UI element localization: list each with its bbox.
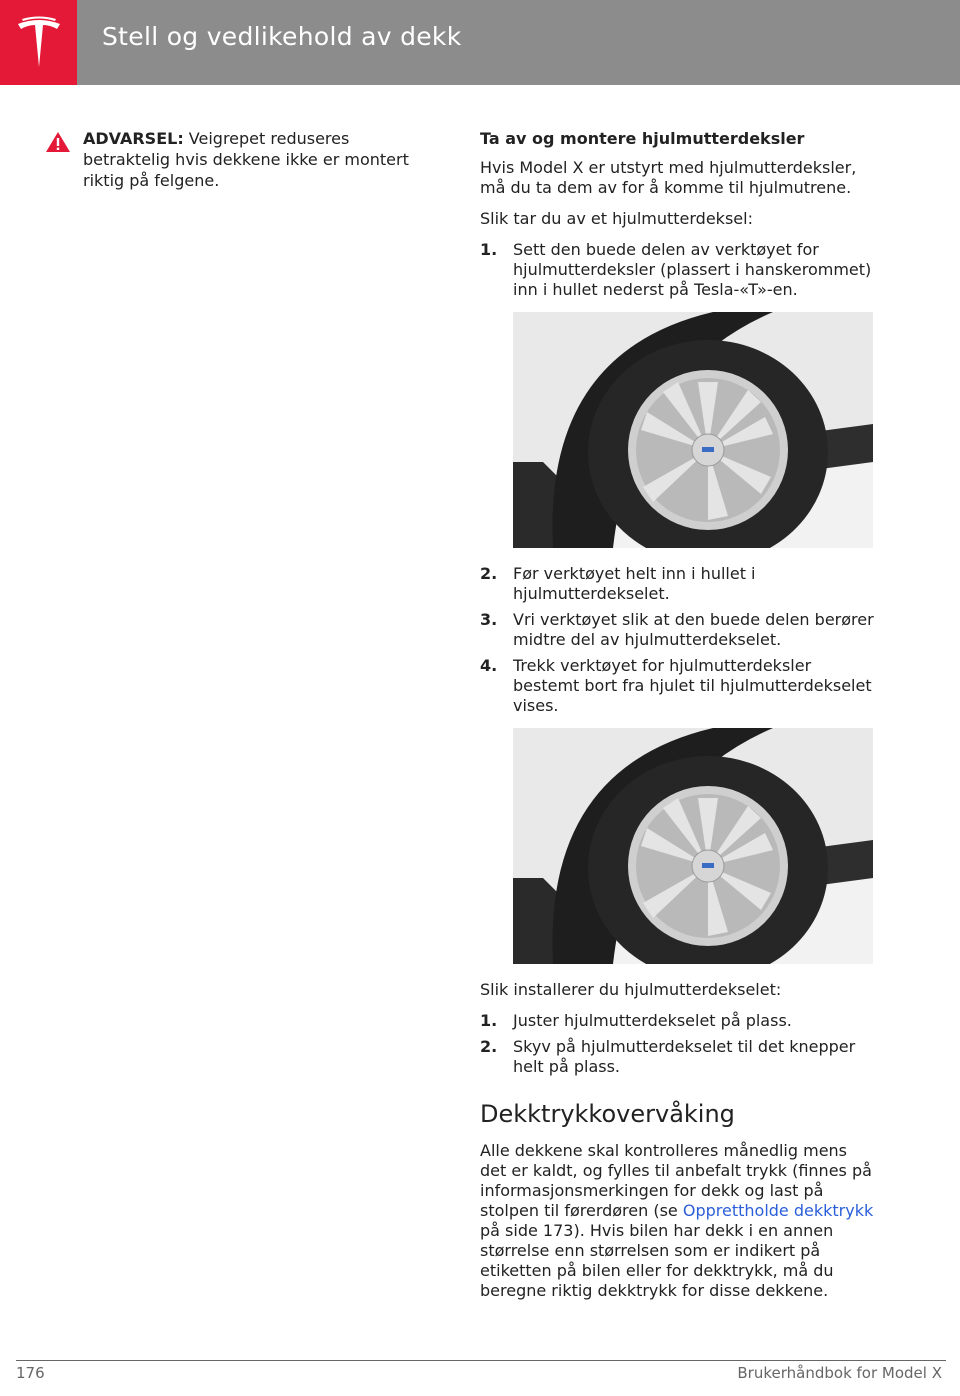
warning-note xyxy=(45,128,435,191)
wheel-image-2 xyxy=(513,728,873,964)
step-number: 1. xyxy=(480,240,498,259)
wheel-image-1 xyxy=(513,312,873,548)
warning-text xyxy=(83,128,435,191)
step-number: 3. xyxy=(480,610,498,629)
tpms-text-before: Alle dekkene skal kontrolleres månedlig mens det er kaldt, og fylles til anbefalt trykk (finnes på informasjonsmerkingen for dekk og last på stolpen til førerdøren (se xyxy=(480,1141,872,1220)
left-column xyxy=(45,128,435,191)
page-header xyxy=(0,0,960,85)
step-number: 4. xyxy=(480,656,498,675)
list-item xyxy=(480,1011,875,1031)
warning-triangle-icon xyxy=(45,131,71,153)
footer-divider xyxy=(16,1360,946,1361)
intro-paragraph: Hvis Model X er utstyrt med hjulmutterdeksler, må du ta dem av for å komme til hjulmutrene. xyxy=(480,158,857,197)
list-item xyxy=(480,240,875,300)
list-item xyxy=(480,1037,875,1077)
step-text: Trekk verktøyet for hjulmutterdeksler bestemt bort fra hjulet til hjulmutterdekselet vises. xyxy=(513,656,872,715)
step-text: Skyv på hjulmutterdekselet til det knepper helt på plass. xyxy=(513,1037,856,1076)
step-number: 2. xyxy=(480,564,498,583)
tesla-logo xyxy=(0,0,77,85)
warning-label: ADVARSEL: xyxy=(83,129,184,148)
page-number: 176 xyxy=(16,1364,45,1382)
tpms-paragraph xyxy=(480,1141,875,1301)
remove-steps-continued xyxy=(480,564,875,716)
list-item xyxy=(480,610,875,650)
list-item xyxy=(480,564,875,604)
tesla-logo-icon xyxy=(14,15,64,71)
section-heading-tpms: Dekktrykkovervåking xyxy=(480,1100,735,1128)
install-steps xyxy=(480,1011,875,1077)
list-item xyxy=(480,656,875,716)
footer-manual-title: Brukerhåndbok for Model X xyxy=(737,1364,942,1382)
warning-body: Veigrepet reduseres betraktelig hvis dekkene ikke er montert riktig på felgene. xyxy=(83,129,409,190)
step-number: 2. xyxy=(480,1037,498,1056)
right-column xyxy=(480,128,875,1312)
page-title: Stell og vedlikehold av dekk xyxy=(102,22,462,51)
step-text: Sett den buede delen av verktøyet for hjulmutterdeksler (plassert i hanskerommet) inn i hullet nederst på Tesla-«T»-en. xyxy=(513,240,872,299)
remove-steps xyxy=(480,240,875,300)
tpms-link[interactable]: Opprettholde dekktrykk xyxy=(682,1201,874,1220)
section-subheading: Ta av og montere hjulmutterdeksler xyxy=(480,129,805,148)
tpms-text-after: på side 173). Hvis bilen har dekk i en annen størrelse enn størrelsen som er indikert på etiketten på bilen eller for dekktrykk, må du beregne riktig dekktrykk for disse dekkene. xyxy=(480,1221,834,1300)
step-text: Juster hjulmutterdekselet på plass. xyxy=(513,1011,792,1030)
step-text: Vri verktøyet slik at den buede delen berører midtre del av hjulmutterdekselet. xyxy=(513,610,874,649)
step-number: 1. xyxy=(480,1011,498,1030)
remove-intro: Slik tar du av et hjulmutterdeksel: xyxy=(480,209,753,228)
step-text: Før verktøyet helt inn i hullet i hjulmutterdekselet. xyxy=(513,564,756,603)
install-intro: Slik installerer du hjulmutterdekselet: xyxy=(480,980,782,999)
